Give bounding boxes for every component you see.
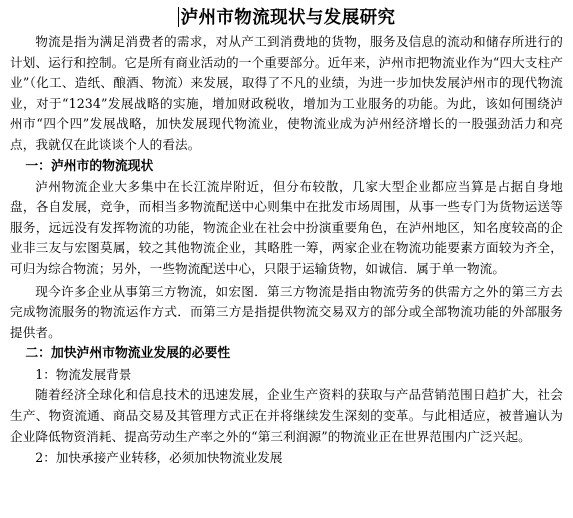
section2-heading: 二：加快泸州市物流业发展的必要性 [25,346,231,362]
section2-paragraph-1: 随着经济全球化和信息技术的迅速发展，企业生产资料的获取与产品营销范围日趋扩大，社会生产、物资流通、商品交易及其管理方式正在并将继续发生深刻的变革。与此相适应，被普遍认为企业降低物资消耗、提高劳动生产率之外的“第三利润源”的物流业正在世界范围内广泛兴起。 [10,387,563,444]
section1-heading: 一：泸州市的物流现状 [25,158,154,174]
section1-paragraph-1: 泸州物流企业大多集中在长江流岸附近，但分布较散，几家大型企业都应当算是占据自身地盘，各自发展，竞争，而相当多物流配送中心则集中在批发市场周围，从事一些专门为货物运送等服务，远远没有发挥物流的功能，物流企业在社会中扮演重要角色，在泸州地区，知名度较高的企业非三友与宏图莫属，较之其他物流企业，其略胜一筹，两家企业在物流功能要素方面较为齐全，可归为综合物流；另外，一些物流配送中心，只限于运输货物，如诚信．属于单一物流。 [10,178,563,276]
document-title [10,4,563,32]
section2-subheading-2: 2：加快承接产业转移，必须加快物流业发展 [35,450,283,466]
section1-paragraph-2: 现今许多企业从事第三方物流，如宏图．第三方物流是指由物流劳务的供需方之外的第三方去完成物流服务的物流运作方式．而第三方是指提供物流交易双方的部分或全部物流功能的外部服务提供者。 [10,283,563,340]
document-title-text: 泸州市物流现状与发展研究 [180,8,396,28]
text-cursor [178,7,179,27]
section2-subheading-1: 1：物流发展背景 [35,367,132,383]
intro-paragraph: 物流是指为满足消费者的需求，对从产工到消费地的货物，服务及信息的流动和储存所进行的计划、运行和控制。它是所有商业活动的一个重要部分。近年来，泸州市把物流业作为“四大支柱产业”（化工、造纸、酿酒、物流）来发展，取得了不凡的业绩，为进一步加快发展泸州市的现代物流业，对于“1234”发展战略的实施，增加财政税收，增加为工业服务的功能。为此，该如何围绕泸州市“四个四”发展战略，加快发展现代物流业，使物流业成为泸州经济增长的一股强劲活力和亮点，我就仅在此谈谈个人的看法。 [10,34,563,152]
